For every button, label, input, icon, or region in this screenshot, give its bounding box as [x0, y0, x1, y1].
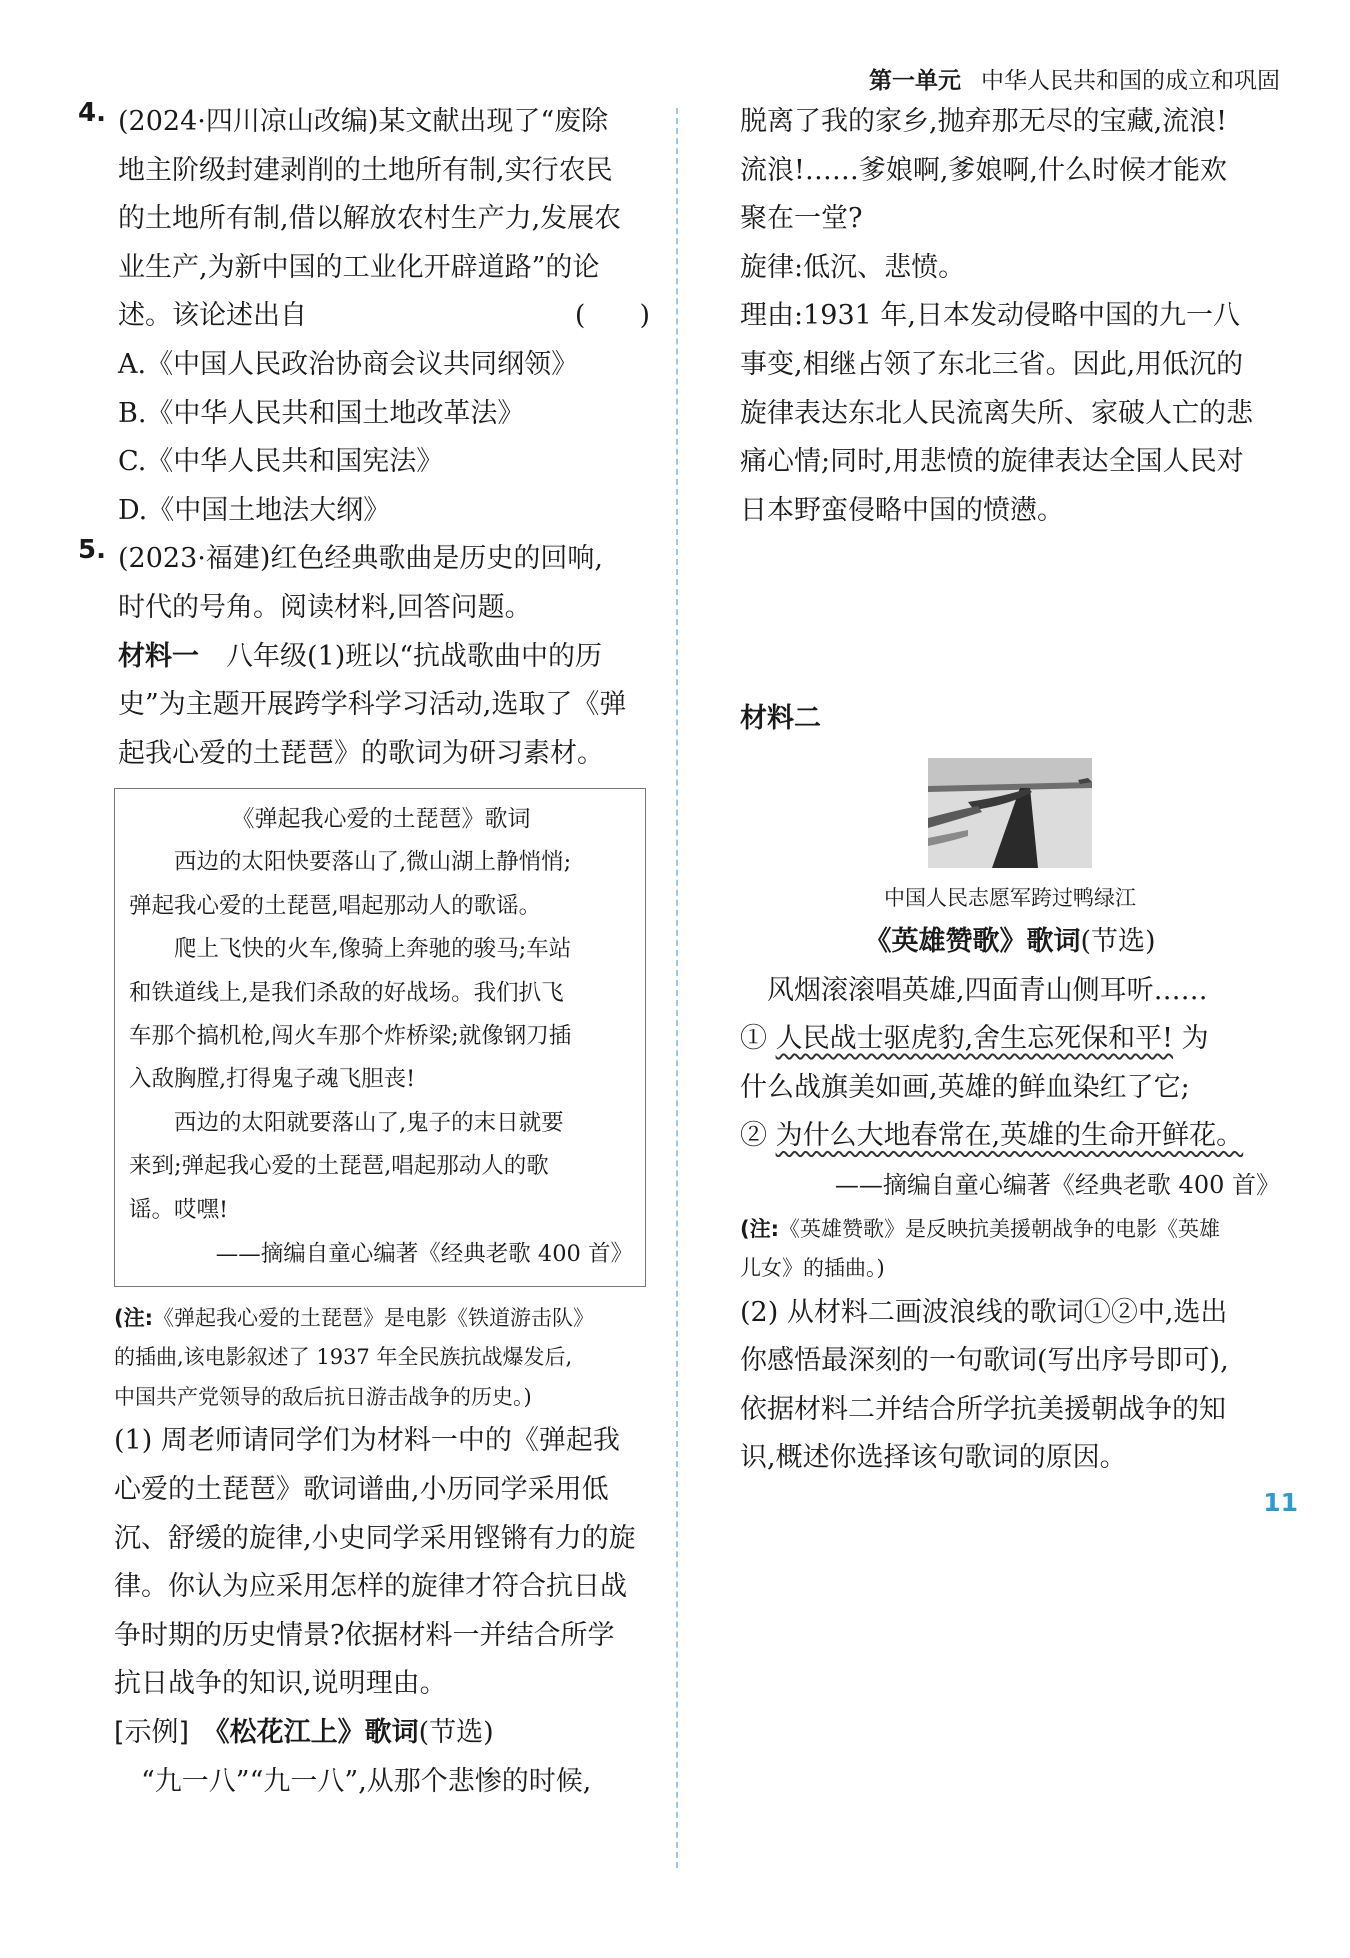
- answer-line: 流浪!……爹娘啊,爹娘啊,什么时候才能欢: [740, 154, 1228, 186]
- material-1-label: 材料一: [118, 640, 199, 672]
- question-text-line: 时代的号角。阅读材料,回答问题。: [118, 591, 532, 623]
- song-2-text: 为: [1181, 1023, 1209, 1055]
- photo-caption: 中国人民志愿军跨过鸭绿江: [884, 885, 1136, 910]
- question-text-line: [118, 292, 650, 341]
- sub-question-line: 抗日战争的知识,说明理由。: [114, 1668, 447, 1700]
- note-2-label: (注:: [740, 1216, 779, 1241]
- answer-line: 脱离了我的家乡,抛弃那无尽的宝藏,流浪!: [740, 106, 1228, 137]
- question-text-line: (2024·四川凉山改编)某文献出现了“废除: [118, 106, 609, 137]
- lyrics-line: 来到;弹起我心爱的土琵琶,唱起那动人的歌: [129, 1153, 549, 1180]
- note-2-line: 儿女》的插曲。): [740, 1256, 885, 1280]
- answer-blank: ( ): [574, 300, 650, 332]
- note-text: 《弹起我心爱的土琵琶》是电影《铁道游击队》: [153, 1305, 594, 1330]
- song-2-line: [740, 1112, 1280, 1161]
- sub-question-line: (2) 从材料二画波浪线的歌词①②中,选出: [740, 1296, 1228, 1328]
- song-2-title: 《英雄赞歌》歌词: [864, 925, 1081, 957]
- note-line: 的插曲,该电影叙述了 1937 年全民族抗战爆发后,: [114, 1345, 573, 1370]
- lyrics-line: 西边的太阳快要落山了,微山湖上静悄悄;: [129, 849, 572, 876]
- answer-line: 旋律表达东北人民流离失所、家破人亡的悲: [740, 397, 1253, 429]
- volunteer-army-photo: [928, 758, 1092, 868]
- question-text-line: 业生产,为新中国的工业化开辟道路”的论: [118, 251, 600, 283]
- example-tag: [示例]: [114, 1717, 190, 1749]
- note-2-line: [740, 1210, 1280, 1250]
- note-label: (注:: [114, 1305, 153, 1330]
- lyrics-line: 车那个搞机枪,闯火车那个炸桥梁;就像钢刀插: [129, 1022, 572, 1049]
- example-song-title: 《松花江上》歌词: [216, 1717, 419, 1749]
- wavy-lyric-2: 为什么大地春常在,英雄的生命开鲜花。: [775, 1120, 1244, 1152]
- song-2-line: 风烟滚滚唱英雄,四面青山侧耳听……: [740, 974, 1208, 1006]
- material-1-line: 史”为主题开展跨学科学习活动,选取了《弹: [118, 689, 627, 721]
- lyrics-line: 入敌胸膛,打得鬼子魂飞胆丧!: [129, 1066, 416, 1093]
- right-column: [740, 98, 1280, 1483]
- lyrics-title: 《弹起我心爱的土琵琶》歌词: [231, 806, 531, 833]
- answer-line: 理由:1931 年,日本发动侵略中国的九一八: [740, 300, 1240, 332]
- question-5: [78, 535, 650, 778]
- answer-line: 日本野蛮侵略中国的愤懑。: [740, 494, 1064, 526]
- sub-question-line: 识,概述你选择该句歌词的原因。: [740, 1442, 1127, 1474]
- note-line: 中国共产党领导的敌后抗日游击战争的历史。): [114, 1384, 532, 1409]
- lyrics-line: 和铁道线上,是我们杀敌的好战场。我们扒飞: [129, 979, 564, 1006]
- lyrics-line: 爬上飞快的火车,像骑上奔驰的骏马;车站: [129, 936, 572, 963]
- blank-space: [740, 535, 1280, 695]
- material-1-line: [118, 633, 650, 682]
- question-text-line: 地主阶级封建剥削的土地所有制,实行农民: [118, 154, 613, 186]
- column-divider: [676, 108, 678, 1868]
- answer-line: 聚在一堂?: [740, 203, 863, 235]
- song-2-heading: [740, 918, 1280, 967]
- question-text-line: (2023·福建)红色经典歌曲是历史的回响,: [118, 543, 603, 575]
- lyrics-line: 谣。哎嘿!: [129, 1196, 229, 1223]
- sub-question-line: 心爱的土琵琶》歌词谱曲,小历同学采用低: [114, 1474, 609, 1506]
- material-1-line: 起我心爱的土琵琶》的歌词为研习素材。: [118, 737, 604, 769]
- option-a: A.《中国人民政治协商会议共同纲领》: [118, 348, 579, 380]
- sub-question-2: [740, 1289, 1280, 1483]
- unit-title: 中华人民共和国的成立和巩固: [981, 68, 1280, 94]
- lyrics-line: 西边的太阳就要落山了,鬼子的末日就要: [129, 1109, 564, 1136]
- question-number: 5.: [78, 535, 106, 566]
- sub-question-line: 你感悟最深刻的一句歌词(写出序号即可),: [740, 1345, 1229, 1377]
- answer-line: 旋律:低沉、悲愤。: [740, 251, 966, 283]
- sub-question-line: 依据材料二并结合所学抗美援朝战争的知: [740, 1393, 1226, 1425]
- question-4: [78, 98, 650, 341]
- left-column: [78, 98, 650, 1806]
- note-line: [78, 1299, 650, 1339]
- sub-question-line: 律。你认为应采用怎样的旋律才符合抗日战: [114, 1571, 627, 1603]
- option-b: B.《中华人民共和国土地改革法》: [118, 397, 525, 429]
- song-2-line: 什么战旗美如画,英雄的鲜血染红了它;: [740, 1071, 1190, 1103]
- sub-question-1: [78, 1417, 650, 1806]
- lyrics-line: 弹起我心爱的土琵琶,唱起那动人的歌谣。: [129, 892, 542, 919]
- lyrics-box: [114, 788, 646, 1287]
- note-2-text: 《英雄赞歌》是反映抗美援朝战争的电影《英雄: [779, 1216, 1220, 1241]
- answer-line: 痛心情;同时,用悲愤的旋律表达全国人民对: [740, 446, 1244, 478]
- sub-question-line: 沉、舒缓的旋律,小史同学采用铿锵有力的旋: [114, 1522, 636, 1554]
- question-number: 4.: [78, 98, 106, 128]
- lyric-marker-2: ②: [740, 1120, 767, 1152]
- lyric-marker-1: ①: [740, 1023, 767, 1055]
- option-c: C.《中华人民共和国宪法》: [118, 446, 444, 478]
- answer-line: 事变,相继占领了东北三省。因此,用低沉的: [740, 348, 1244, 380]
- example-lyric-line: “九一八”“九一八”,从那个悲惨的时候,: [114, 1765, 592, 1797]
- question-stem-end: 述。该论述出自: [118, 300, 307, 332]
- wavy-lyric-1: 人民战士驱虎豹,舍生忘死保和平!: [775, 1023, 1174, 1055]
- song-2-line: [740, 1015, 1280, 1064]
- page-number: 11: [1263, 1488, 1298, 1517]
- song-2-source: ——摘编自童心编著《经典老歌 400 首》: [834, 1170, 1280, 1199]
- song-2-excerpt-tag: (节选): [1080, 925, 1156, 957]
- material-1-text: 八年级(1)班以“抗战歌曲中的历: [199, 640, 603, 672]
- sub-question-line: (1) 周老师请同学们为材料一中的《弹起我: [114, 1425, 620, 1457]
- example-excerpt-tag: (节选): [418, 1717, 494, 1749]
- unit-label: 第一单元: [869, 68, 961, 94]
- lyrics-source: ——摘编自童心编著《经典老歌 400 首》: [215, 1240, 633, 1267]
- material-2-label: 材料二: [740, 703, 821, 735]
- sub-question-line: 争时期的历史情景?依据材料一并结合所学: [114, 1619, 615, 1651]
- page-header: [869, 62, 1280, 95]
- question-text-line: 的土地所有制,借以解放农村生产力,发展农: [118, 203, 622, 235]
- option-d: D.《中国土地法大纲》: [118, 494, 391, 526]
- example-heading: [114, 1709, 650, 1758]
